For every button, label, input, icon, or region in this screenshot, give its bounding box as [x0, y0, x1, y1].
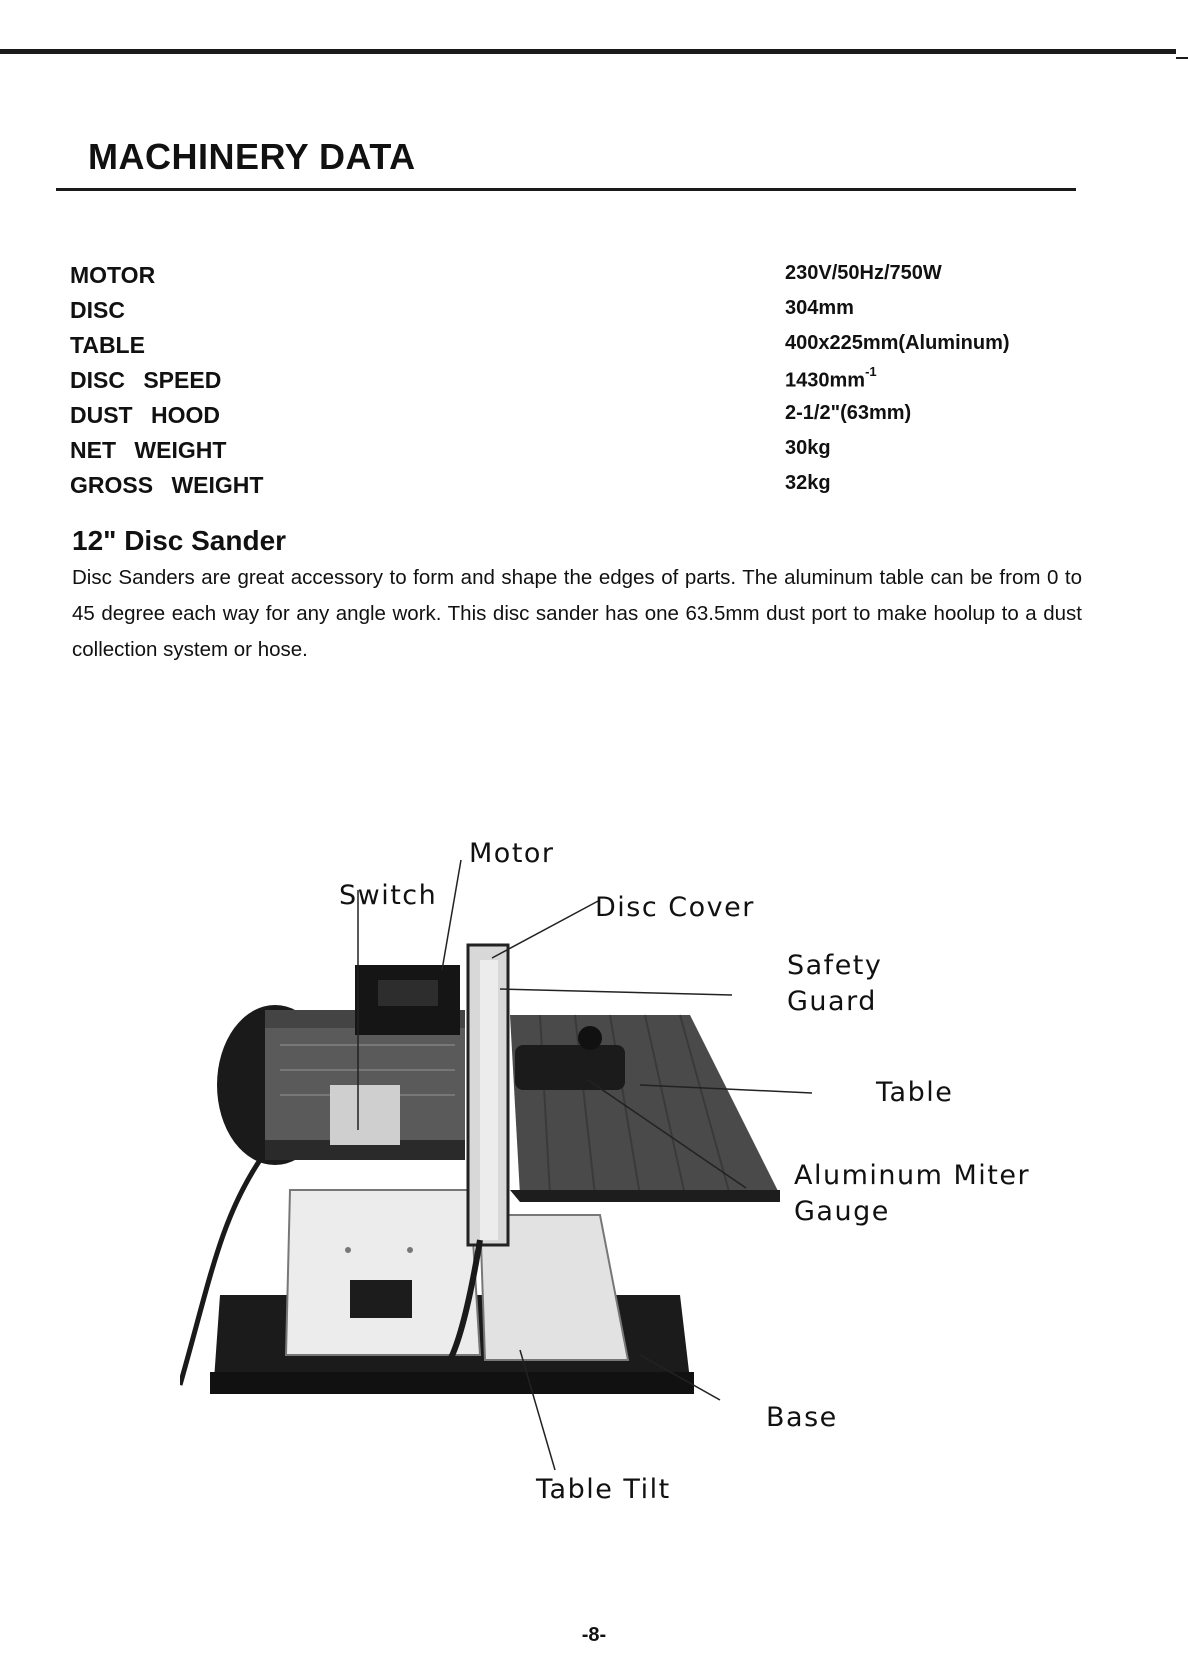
spec-value: 2-1/2"(63mm) [785, 402, 912, 424]
spec-value-main: 1430mm [785, 369, 866, 392]
spec-label: DISC SPEED [70, 367, 222, 393]
spec-row-motor [70, 262, 1080, 296]
disc-sander-figure [180, 838, 1060, 1505]
callout-aluminum-miter-gauge: Aluminum Miter Gauge [794, 1160, 1031, 1227]
callout-table-tilt: Table Tilt [536, 1474, 671, 1505]
callout-disc-cover: Disc Cover [595, 892, 755, 923]
spec-row-gross-weight [70, 472, 1080, 506]
spec-value: 30kg [785, 437, 831, 459]
callout-motor: Motor [469, 838, 555, 869]
callout-switch: Switch [339, 880, 438, 911]
section-description: Disc Sanders are great accessory to form and shape the edges of parts. The aluminum table can be from 0 to 45 degree each way for any angle work. This disc sander has one 63.5mm dust port to make hoolup to a dust collection system or hose. [72, 566, 1082, 661]
section-title: 12" Disc Sander [72, 525, 287, 556]
callout-base: Base [766, 1402, 838, 1433]
spec-row-dust-hood [70, 402, 1080, 436]
spec-value: 400x225mm(Aluminum) [785, 332, 1010, 354]
spec-value [785, 364, 877, 393]
title-underline [56, 188, 1076, 191]
page-title: MACHINERY DATA [88, 136, 416, 177]
spec-value: 304mm [785, 297, 854, 319]
spec-label: DISC [70, 297, 125, 323]
top-rule-tail [1176, 57, 1188, 59]
spec-value: 32kg [785, 472, 831, 494]
spec-label: TABLE [70, 332, 145, 358]
spec-row-disc [70, 297, 1080, 331]
spec-row-disc-speed [70, 364, 1080, 401]
spec-row-table [70, 332, 1080, 366]
spec-label: DUST HOOD [70, 402, 220, 428]
spec-label: MOTOR [70, 262, 156, 288]
spec-label: NET WEIGHT [70, 437, 227, 463]
spec-row-net-weight [70, 437, 1080, 471]
page-number: -8- [581, 1624, 607, 1646]
callout-table: Table [876, 1077, 954, 1108]
spec-value: 230V/50Hz/750W [785, 262, 942, 284]
top-rule [0, 49, 1176, 54]
spec-label: GROSS WEIGHT [70, 472, 264, 498]
callout-safety-guard: Safety Guard [787, 950, 883, 1017]
spec-value-superscript: -1 [865, 364, 877, 379]
